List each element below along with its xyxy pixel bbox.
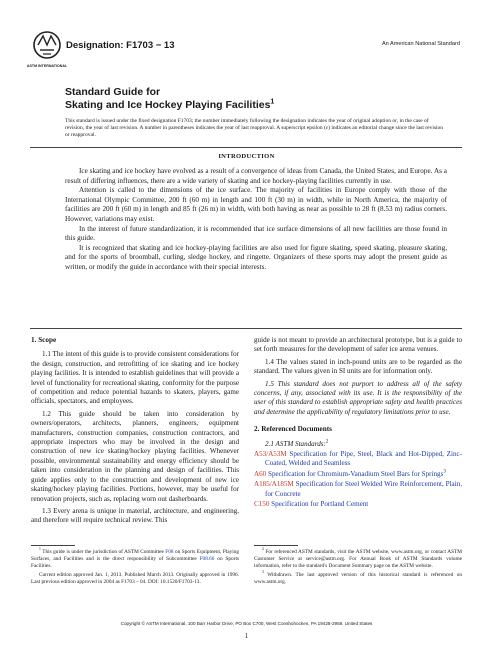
divider: [30, 147, 462, 148]
references-heading: 2. Referenced Documents: [254, 425, 332, 434]
issue-note: This standard is issued under the fixed designation F1703; the number immediately following the designation indicates the year of original adoption or, in the case of revision, the year of last revision. A number in parentheses indicates the year of last reapproval. A superscript epsilon (ε) indicates an editorial change since the last revision or reapproval.: [65, 118, 444, 138]
scope-1-3: 1.3 Every arena is unique in material, architecture, and engineering, and therefore will require technical review. This: [31, 506, 239, 525]
astm-logo: [26, 30, 68, 72]
reference-code[interactable]: C150: [254, 500, 270, 509]
intro-paragraph: Ice skating and ice hockey have evolved as a result of a convergence of ideas from Canada, the United States, and Europe. As a result of differing influences, there are a wide variety of skating and ice hockey-playing facilities currently in use.: [65, 167, 447, 185]
footnote-3-mark: 3: [262, 570, 264, 575]
footnote-3: [254, 572, 462, 586]
title-text: Skating and Ice Hockey Playing Facilities: [65, 98, 271, 111]
divider: [30, 328, 462, 329]
footnote-1-text-c: on Sports Facilities.: [31, 555, 239, 569]
footnote-divider: [31, 545, 75, 546]
footnotes-right: [254, 549, 462, 589]
reference-title[interactable]: Specification for Portland Cement: [271, 500, 369, 509]
title-line-2: [65, 99, 445, 112]
right-column: [254, 336, 462, 511]
reference-list: [254, 450, 462, 509]
astm-standards-label: 2.1 ASTM Standards:: [265, 439, 326, 448]
footnote-1: [31, 549, 239, 569]
footnote-1-text-a: This guide is under the jurisdiction of ASTM Committee: [42, 549, 166, 555]
footnote-1-text-b: on Sports Equipment, Playing Surfaces, and Facilities and is the direct responsibility of Subcommittee: [31, 549, 240, 562]
astm-standards-subheading: [254, 440, 462, 449]
reference-item[interactable]: [254, 500, 462, 509]
reference-title[interactable]: Specification for Chromium-Vanadium Steel Bars for Springs: [268, 469, 444, 478]
subcommittee-link[interactable]: F08.66: [199, 555, 215, 562]
scope-heading: 1. Scope: [31, 336, 57, 344]
reference-code[interactable]: A185/A185M: [254, 480, 294, 489]
reference-mark: 3: [443, 469, 446, 475]
document-title: [65, 86, 445, 111]
reference-item[interactable]: [254, 470, 462, 479]
introduction-body: [65, 167, 447, 273]
footnotes-left: [31, 549, 239, 589]
intro-paragraph: Attention is called to the dimensions of the ice surface. The majority of facilities in Europe comply with those of the International Olympic Committee, 200 ft (60 m) in length and 100 ft (30 m) in width, while in North America, the majority of facilities are 200 ft (60 m) in length and 85 ft (26 m) in width, with both having as near as possible to 28 ft (8.53 m) radius corners. However, variations may exist.: [65, 186, 447, 223]
reference-item[interactable]: [254, 480, 462, 499]
copyright-line: Copyright © ASTM International, 100 Barr Harbor Drive, PO Box C700, West Conshohocken, PA 19428-2959. United States: [120, 621, 373, 626]
scope-1-5: 1.5 This standard does not purport to address all of the safety concerns, if any, associated with its use. It is the responsibility of the user of this standard to establish appropriate safety and health practices and determine the applicability of regulatory limitations prior to use.: [254, 379, 462, 416]
committee-link[interactable]: F08: [165, 549, 174, 555]
logo-caption: ASTM INTERNATIONAL: [26, 64, 68, 68]
introduction-heading: INTRODUCTION: [218, 153, 275, 160]
title-footnote-mark: 1: [270, 98, 275, 105]
publisher-line: An American National Standard: [381, 41, 460, 47]
page-number: 1: [244, 632, 249, 640]
reference-code[interactable]: A60: [254, 469, 267, 478]
astm-standards-mark: 2: [325, 439, 329, 445]
footnote-2-text: For referenced ASTM standards, visit the ASTM website, www.astm.org, or contact ASTM Customer Service at service@astm.org. For Annual Book of ASTM Standards volume information, refer to the standard's Document Summary page on the ASTM website.: [254, 549, 463, 569]
reference-item[interactable]: [254, 450, 462, 469]
footnote-divider: [254, 545, 298, 546]
designation: Designation: F1703 − 13: [66, 40, 175, 51]
footnote-2-mark: 2: [262, 547, 264, 552]
intro-paragraph: It is recognized that skating and ice hockey-playing facilities are also used for figure skating, speed skating, pleasure skating, and for the sports of broomball, curling, sledge hockey, and ringette. Organizers of these sports may adopt the present guide as written, or modify the guide in accordance with their special interests.: [65, 243, 447, 271]
left-column: [31, 336, 239, 529]
footnote-2: [254, 549, 462, 569]
title-line-1: Standard Guide for: [65, 86, 161, 98]
footnote-3-text: Withdrawn. The last approved version of this historical standard is referenced on www.astm.org.: [254, 572, 462, 586]
scope-1-1: 1.1 The intent of this guide is to provide consistent considerations for the design, construction, and retrofitting of ice skating and ice hockey playing facilities. It is intended to establish guidelines that will provide a level of functionality for recreational skating, conformity for the purpose of competition and reduce potential hazards to skaters, players, game officials, spectators, and employees.: [31, 350, 239, 406]
footnote-edition: Current edition approved Jan. 1, 2013. Published March 2013. Originally approved in 1996. Last previous edition approved in 2004 as F1703 – 04. DOI: 10.1520/F1703-13.: [31, 572, 239, 586]
reference-code[interactable]: A53/A53M: [254, 450, 287, 459]
scope-1-4: 1.4 The values stated in inch-pound units are to be regarded as the standard. The values given in SI units are for information only.: [254, 357, 462, 376]
reference-title[interactable]: Specification for Steel Welded Wire Reinforcement, Plain, for Concrete: [265, 480, 462, 498]
intro-paragraph: In the interest of future standardization, it is recommended that ice surface dimensions of all new facilities are those found in this guide.: [65, 224, 447, 243]
reference-title[interactable]: Specification for Pipe, Steel, Black and Hot-Dipped, Zinc-Coated, Welded and Seamless: [265, 450, 462, 468]
scope-1-2: 1.2 This guide should be taken into consideration by owners/operators, architects, planners, engineers, equipment manufacturers, construction companies, construction contractors, and appropriate inspectors who may be involved in the design and construction of new ice skating/hockey playing facilities. Whenever possible, environmental sustainability and energy efficiency should be taken into consideration in the planning and design of facilities. This guide applies only to the construction and development of new ice skating/hockey playing facilities. Portions, however, may be useful for renovation projects, such as, replacing worn out dasherboards.: [31, 409, 239, 503]
scope-1-3-continued: guide is not meant to provide an architectural prototype, but is a guide to set forth measures for the development of safer ice arena venues.: [254, 336, 462, 354]
footnote-1-mark: 1: [39, 547, 41, 552]
